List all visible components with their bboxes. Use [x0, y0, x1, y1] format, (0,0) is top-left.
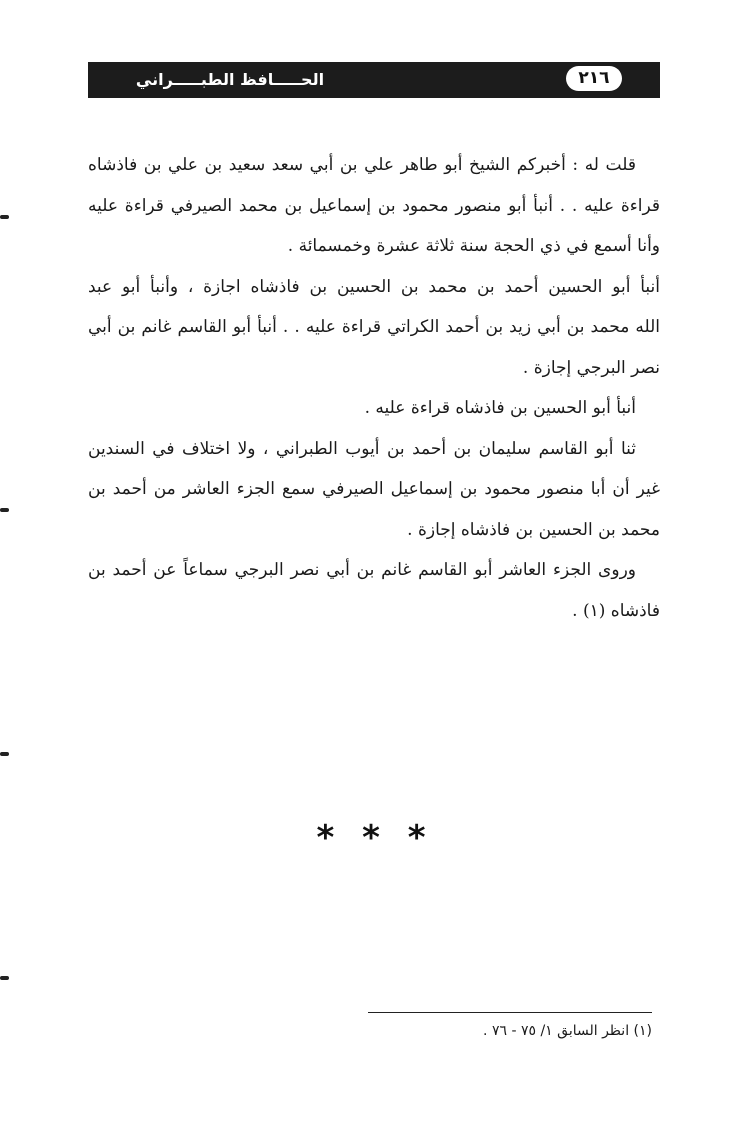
- scan-edge-mark: [0, 752, 9, 756]
- text-line: وروى الجزء العاشر أبو القاسم غانم بن أبي نصر البرجي سماعاً عن أحمد بن: [88, 560, 636, 580]
- running-title: الحـــــافظ الطبـــــراني: [135, 70, 325, 89]
- text-line: أنبأ أبو الحسين بن فاذشاه قراءة عليه .: [364, 398, 636, 418]
- text-line: وأنا أسمع في ذي الحجة سنة ثلاثة عشرة وخمسمائة .: [287, 236, 660, 256]
- text-line: محمد بن الحسين بن فاذشاه إجازة .: [407, 519, 660, 540]
- main-text: [88, 152, 660, 638]
- text-line: ثنا أبو القاسم سليمان بن أحمد بن أيوب الطبراني ، ولا اختلاف في السندين: [88, 438, 636, 459]
- text-line: نصر البرجي إجازة .: [522, 357, 660, 378]
- page-number: ٢١٦: [566, 66, 622, 91]
- text-line: قراءة عليه . . أنبأ أبو منصور محمود بن إسماعيل بن محمد الصيرفي قراءة عليه: [88, 195, 660, 216]
- text-line: قلت له : أخبركم الشيخ أبو طاهر علي بن أبي سعد سعيد بن علي بن فاذشاه: [88, 155, 636, 175]
- footnote-divider: [368, 1012, 652, 1013]
- scan-edge-mark: [0, 976, 9, 980]
- scan-edge-mark: [0, 508, 9, 512]
- section-separator: * * *: [316, 818, 434, 858]
- footnote: (١) انظر السابق ١/ ٧٥ - ٧٦ .: [483, 1023, 652, 1039]
- text-line: الله محمد بن أبي زيد بن أحمد الكراتي قراءة عليه . . أنبأ أبو القاسم غانم بن أبي: [88, 317, 660, 337]
- text-line: غير أن أبا منصور محمود بن إسماعيل الصيرفي سمع الجزء العاشر من أحمد بن: [88, 479, 660, 499]
- text-line: فاذشاه (١) .: [572, 600, 660, 621]
- text-line: أنبأ أبو الحسين أحمد بن محمد بن الحسين بن فاذشاه اجازة ، وأنبأ أبو عبد: [88, 276, 660, 297]
- scan-edge-mark: [0, 215, 9, 219]
